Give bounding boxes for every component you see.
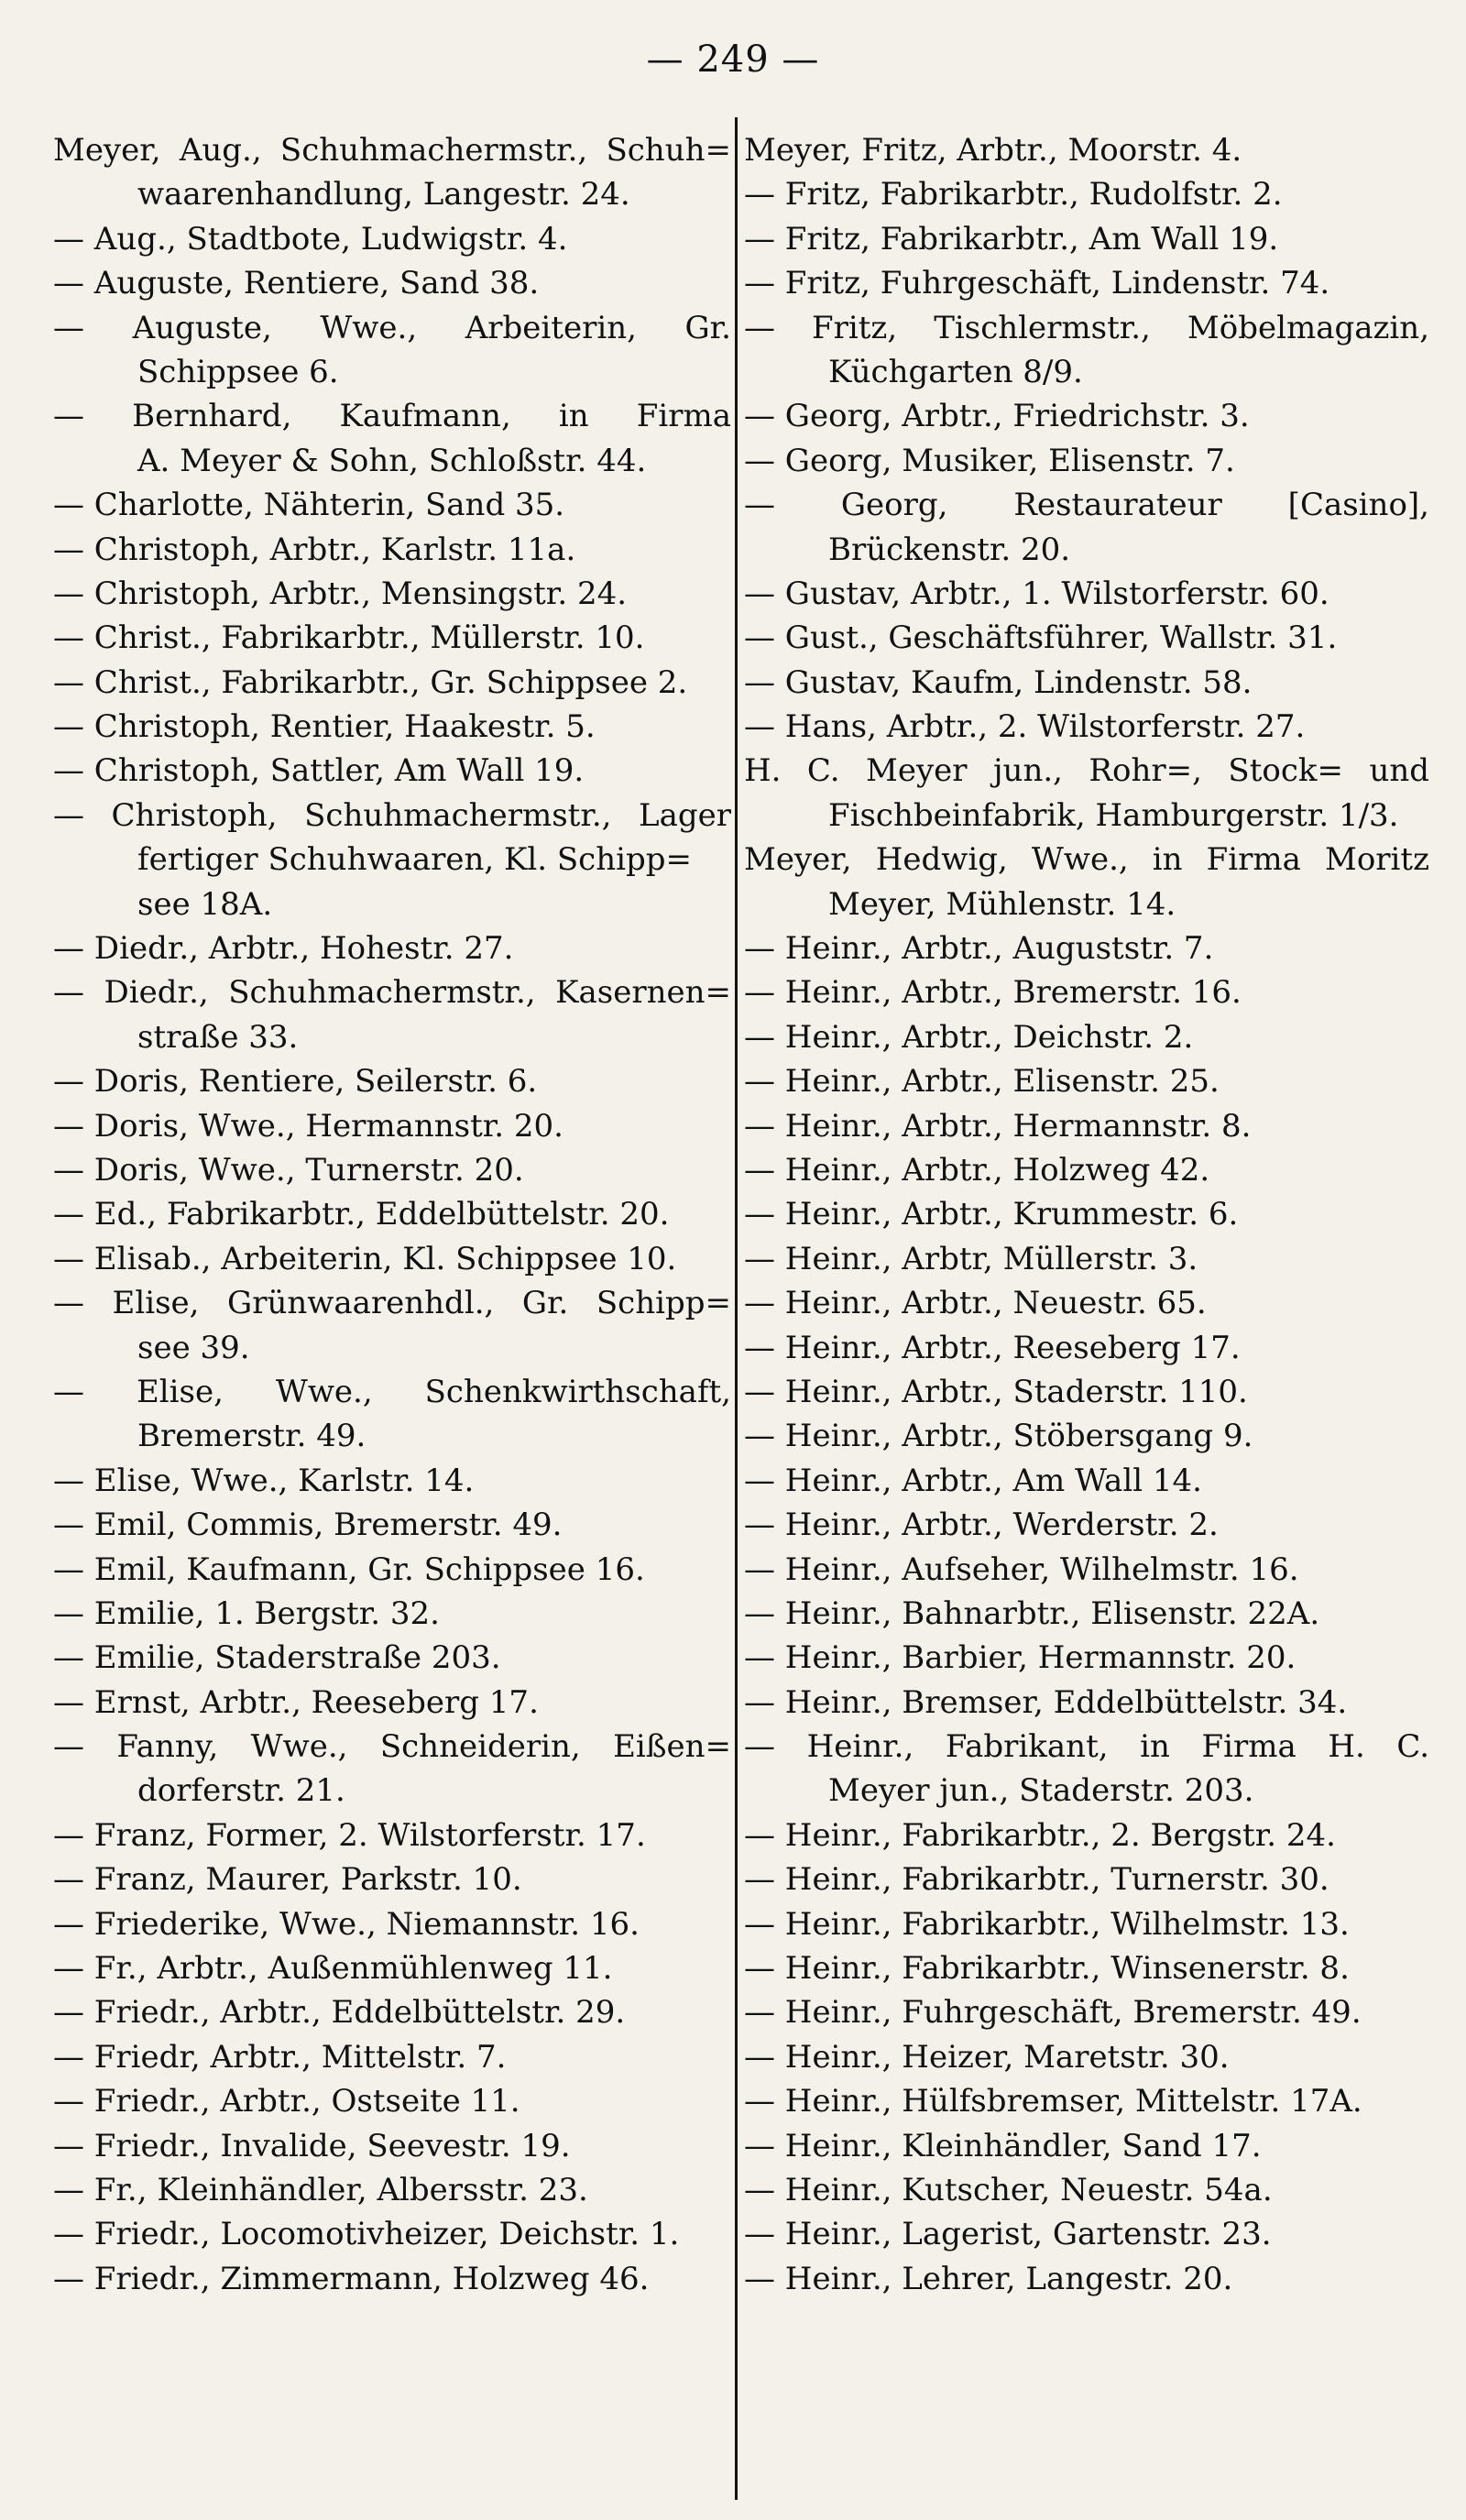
directory-entry-line: — Heinr., Aufseher, Wilhelmstr. 16. [744,1550,1299,1588]
directory-entry-line: — Heinr., Arbtr., Am Wall 14. [744,1462,1202,1499]
directory-entry-line: — Ed., Fabrikarbtr., Eddelbüttelstr. 20. [53,1196,670,1233]
directory-entry-line: — Christ., Fabrikarbtr., Gr. Schippsee 2. [53,663,688,701]
directory-entry-line: — Fr., Kleinhändler, Albersstr. 23. [53,2171,588,2208]
directory-entry-line: — Heinr., Arbtr., Holzweg 42. [744,1151,1210,1189]
directory-entry-line: — Doris, Rentiere, Seilerstr. 6. [53,1063,538,1101]
directory-entry-line: — Diedr., Schuhmachermstr., Kasernen= [53,974,731,1012]
directory-entry-line: — Elisab., Arbeiterin, Kl. Schippsee 10. [53,1240,677,1277]
directory-entry-line: — Friedr., Arbtr., Ostseite 11. [53,2083,520,2120]
directory-entry-line: fertiger Schuhwaaren, Kl. Schipp= [137,841,693,879]
directory-entry-line: — Fanny, Wwe., Schneiderin, Eißen= [53,1728,731,1766]
directory-entry-line: — Heinr., Arbtr., Bremerstr. 16. [744,974,1242,1012]
directory-entry-line: — Emil, Kaufmann, Gr. Schippsee 16. [53,1550,645,1588]
directory-entry-line: — Fr., Arbtr., Außenmühlenweg 11. [53,1950,613,1988]
directory-entry-line: — Friedr, Arbtr., Mittelstr. 7. [53,2038,507,2076]
directory-entry-line: — Heinr., Fuhrgeschäft, Bremerstr. 49. [744,1994,1362,2032]
directory-entry-line: Brückenstr. 20. [828,531,1071,568]
directory-entry-line: — Christoph, Arbtr., Mensingstr. 24. [53,575,628,612]
directory-entry-line: — Franz, Former, 2. Wilstorferstr. 17. [53,1816,646,1854]
directory-entry-line: — Bernhard, Kaufmann, in Firma [53,398,731,435]
directory-entry-line: — Friedr., Zimmermann, Holzweg 46. [53,2260,650,2297]
directory-entry-line: waarenhandlung, Langestr. 24. [137,176,630,214]
directory-entry-line: Meyer, Aug., Schuhmachermstr., Schuh= [53,132,731,169]
directory-entry-line: — Fritz, Fabrikarbtr., Am Wall 19. [744,220,1279,257]
directory-entry-line: — Hans, Arbtr., 2. Wilstorferstr. 27. [744,708,1306,746]
directory-entry-line: — Heinr., Bahnarbtr., Elisenstr. 22A. [744,1594,1320,1632]
directory-entry-line: — Heinr., Lehrer, Langestr. 20. [744,2260,1233,2297]
directory-entry-line: — Gust., Geschäftsführer, Wallstr. 31. [744,619,1338,657]
directory-entry-line: Meyer, Hedwig, Wwe., in Firma Moritz [744,841,1429,879]
directory-entry-line: — Elise, Grünwaarenhdl., Gr. Schipp= [53,1285,731,1322]
directory-entry-line: — Georg, Arbtr., Friedrichstr. 3. [744,398,1250,435]
directory-entry-line: — Ernst, Arbtr., Reeseberg 17. [53,1683,539,1721]
directory-entry-line: — Heinr., Arbtr., Reeseberg 17. [744,1329,1241,1366]
directory-entry-line: — Emilie, Staderstraße 203. [53,1639,501,1677]
directory-entry-line: — Gustav, Arbtr., 1. Wilstorferstr. 60. [744,575,1329,612]
directory-entry-line: — Elise, Wwe., Schenkwirthschaft, [53,1373,731,1410]
directory-entry-line: — Christ., Fabrikarbtr., Müllerstr. 10. [53,619,645,657]
directory-entry-line: — Doris, Wwe., Hermannstr. 20. [53,1107,563,1145]
directory-entry-line: — Heinr., Kutscher, Neuestr. 54a. [744,2171,1273,2208]
directory-entry-line: Meyer jun., Staderstr. 203. [828,1772,1254,1810]
directory-entry-line: — Heinr., Arbtr., Stöbersgang 9. [744,1418,1253,1455]
directory-entry-line: — Heinr., Hülfsbremser, Mittelstr. 17A. [744,2083,1362,2120]
directory-entry-line: Meyer, Fritz, Arbtr., Moorstr. 4. [744,132,1242,169]
directory-entry-line: — Franz, Maurer, Parkstr. 10. [53,1861,522,1899]
directory-entry-line: — Heinr., Kleinhändler, Sand 17. [744,2127,1262,2164]
directory-entry-line: — Georg, Restaurateur [Casino], [744,487,1429,524]
directory-entry-line: — Heinr., Lagerist, Gartenstr. 23. [744,2216,1272,2253]
directory-entry-line: — Heinr., Arbtr., Krummestr. 6. [744,1196,1239,1233]
directory-entry-line: — Charlotte, Nähterin, Sand 35. [53,487,565,524]
directory-entry-line: — Emilie, 1. Bergstr. 32. [53,1594,440,1632]
directory-entry-line: — Christoph, Rentier, Haakestr. 5. [53,708,596,746]
directory-entry-line: — Heinr., Arbtr., Elisenstr. 25. [744,1063,1220,1101]
directory-entry-line: — Heinr., Fabrikarbtr., Turnerstr. 30. [744,1861,1329,1899]
directory-entry-line: — Heinr., Arbtr., Neuestr. 65. [744,1285,1207,1322]
directory-entry-line: — Heinr., Heizer, Maretstr. 30. [744,2038,1230,2076]
directory-entry-line: — Diedr., Arbtr., Hohestr. 27. [53,930,514,968]
directory-entry-line: — Heinr., Fabrikant, in Firma H. C. [744,1728,1429,1766]
directory-entry-line: Küchgarten 8/9. [828,353,1083,390]
directory-entry-line: — Aug., Stadtbote, Ludwigstr. 4. [53,220,568,257]
directory-entry-line: — Heinr., Arbtr, Müllerstr. 3. [744,1240,1198,1277]
directory-entry-line: — Friedr., Locomotivheizer, Deichstr. 1. [53,2216,680,2253]
directory-entry-line: — Fritz, Tischlermstr., Möbelmagazin, [744,309,1429,346]
directory-entry-line: — Friedr., Arbtr., Eddelbüttelstr. 29. [53,1994,626,2032]
directory-entry-line: — Christoph, Arbtr., Karlstr. 11a. [53,531,576,568]
directory-entry-line: — Emil, Commis, Bremerstr. 49. [53,1507,563,1544]
directory-entry-line: — Heinr., Arbtr., Hermannstr. 8. [744,1107,1252,1145]
right-column [744,128,1429,2301]
directory-entry-line: — Heinr., Arbtr., Staderstr. 110. [744,1373,1248,1410]
directory-entry-line: — Fritz, Fuhrgeschäft, Lindenstr. 74. [744,265,1330,302]
directory-entry-line: — Christoph, Schuhmachermstr., Lager [53,796,731,834]
directory-entry-line: — Doris, Wwe., Turnerstr. 20. [53,1151,524,1189]
directory-entry-line: Bremerstr. 49. [137,1418,366,1455]
directory-entry-line: — Heinr., Fabrikarbtr., 2. Bergstr. 24. [744,1816,1336,1854]
directory-entry-line: — Heinr., Fabrikarbtr., Wilhelmstr. 13. [744,1905,1350,1943]
directory-entry-line: H. C. Meyer jun., Rohr=, Stock= und [744,752,1429,790]
directory-entry-line: — Friederike, Wwe., Niemannstr. 16. [53,1905,640,1943]
directory-entry-line: — Christoph, Sattler, Am Wall 19. [53,752,585,790]
directory-entry-line: — Heinr., Arbtr., Auguststr. 7. [744,930,1214,968]
directory-entry-line: — Heinr., Bremser, Eddelbüttelstr. 34. [744,1683,1348,1721]
left-column [53,128,731,2301]
directory-entry-line: Schippsee 6. [137,353,339,390]
directory-entry-line: see 18A. [137,885,273,923]
directory-entry-line: — Heinr., Arbtr., Deichstr. 2. [744,1018,1194,1056]
directory-entry-line: — Fritz, Fabrikarbtr., Rudolfstr. 2. [744,176,1283,214]
directory-entry-line: — Auguste, Wwe., Arbeiterin, Gr. [53,309,731,346]
column-divider [735,117,738,2500]
directory-entry-line: — Georg, Musiker, Elisenstr. 7. [744,442,1235,479]
directory-entry-line: — Friedr., Invalide, Seevestr. 19. [53,2127,571,2164]
directory-entry-line: — Elise, Wwe., Karlstr. 14. [53,1462,475,1499]
directory-entry-line: see 39. [137,1329,250,1366]
directory-entry-line: dorferstr. 21. [137,1772,345,1810]
directory-entry-line: — Heinr., Arbtr., Werderstr. 2. [744,1507,1219,1544]
directory-entry-line: — Auguste, Rentiere, Sand 38. [53,265,540,302]
directory-entry-line: — Heinr., Barbier, Hermannstr. 20. [744,1639,1296,1677]
directory-entry-line: — Gustav, Kaufm, Lindenstr. 58. [744,663,1253,701]
directory-entry-line: straße 33. [137,1018,299,1056]
directory-entry-line: — Heinr., Fabrikarbtr., Winsenerstr. 8. [744,1950,1350,1988]
page-number: — 249 — [646,38,820,81]
directory-entry-line: A. Meyer & Sohn, Schloßstr. 44. [137,442,647,479]
directory-entry-line: Fischbeinfabrik, Hamburgerstr. 1/3. [828,796,1399,834]
directory-entry-line: Meyer, Mühlenstr. 14. [828,885,1176,923]
